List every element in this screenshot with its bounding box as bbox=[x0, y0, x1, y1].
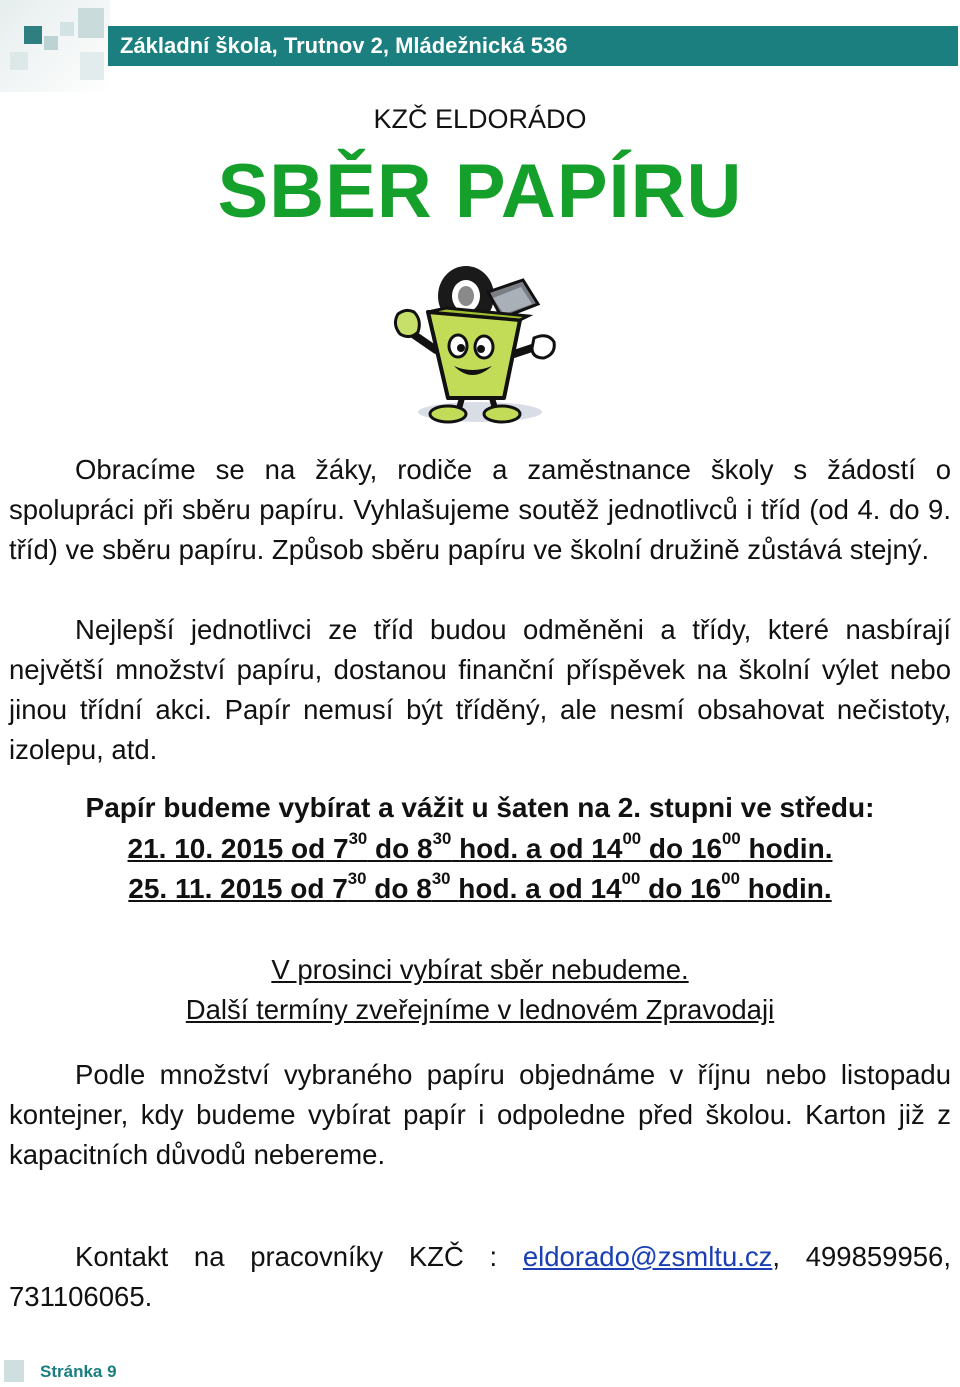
contact-prefix: Kontakt na pracovníky KZČ : bbox=[75, 1241, 498, 1272]
to-minutes: 30 bbox=[432, 829, 452, 849]
schedule-date-row bbox=[0, 869, 960, 905]
schedule-heading: Papír budeme vybírat a vážit u šaten na 2. stupni ve středu: bbox=[85, 792, 875, 823]
from2-hour: 14 bbox=[590, 873, 622, 904]
from-hour: 7 bbox=[332, 873, 348, 904]
organizer-label: KZČ ELDORÁDO bbox=[373, 104, 587, 134]
to2-hour: 16 bbox=[690, 833, 723, 864]
rewards-paragraph: Nejlepší jednotlivci ze tříd budou odměněni a třídy, které nasbírají největší množství papíru, dostanou finanční příspěvek na školní výlet nebo jinou třídní akci. Papír nemusí být tříděný, ale nesmí obsahovat nečistoty, izolepu, atd. bbox=[9, 614, 951, 765]
to-hour: 8 bbox=[417, 833, 433, 864]
to2-label: do bbox=[648, 873, 683, 904]
recycling-bin-mascot-illustration bbox=[388, 262, 568, 437]
separator: hod. a od bbox=[459, 833, 584, 864]
from2-minutes: 00 bbox=[621, 869, 641, 889]
school-name: Základní škola, Trutnov 2, Mládežnická 536 bbox=[120, 33, 568, 58]
footer-decoration bbox=[4, 1360, 24, 1382]
to-minutes: 30 bbox=[431, 869, 451, 889]
separator: hod. a od bbox=[458, 873, 583, 904]
from2-minutes: 00 bbox=[622, 829, 642, 849]
to-label: do bbox=[375, 833, 410, 864]
next-dates-notice: Další termíny zveřejníme v lednovém Zpravodaji bbox=[185, 994, 775, 1025]
from-minutes: 30 bbox=[347, 869, 367, 889]
to2-label: do bbox=[648, 833, 684, 864]
end-label: hodin. bbox=[748, 833, 833, 864]
from-label: od bbox=[290, 873, 325, 904]
contact-phones: , 499859956, 731106065. bbox=[9, 1241, 951, 1312]
to2-minutes: 00 bbox=[721, 869, 740, 889]
from-label: od bbox=[291, 833, 326, 864]
email-link[interactable]: eldorado@zsmltu.cz bbox=[522, 1241, 773, 1272]
to-label: do bbox=[374, 873, 409, 904]
to2-hour: 16 bbox=[690, 873, 722, 904]
page-title: SBĚR PAPÍRU bbox=[217, 149, 743, 234]
intro-paragraph: Obracíme se na žáky, rodiče a zaměstnance školy s žádostí o spolupráci při sběru papíru. Vyhlašujeme soutěž jednotlivců i tříd (od 4. do 9. tříd) ve sběru papíru. Způsob sběru papíru ve školní družině zůstává stejný. bbox=[9, 454, 951, 565]
contact-paragraph bbox=[9, 1237, 951, 1317]
from-hour: 7 bbox=[333, 833, 349, 864]
december-notice: V prosinci vybírat sběr nebudeme. bbox=[271, 954, 689, 985]
schedule-date-row bbox=[0, 829, 960, 865]
date: 21. 10. 2015 bbox=[127, 833, 284, 864]
to-hour: 8 bbox=[416, 873, 432, 904]
container-paragraph: Podle množství vybraného papíru objednáme v říjnu nebo listopadu kontejner, kdy budeme vybírat papír i odpoledne před školou. Karton již z kapacitních důvodů nebereme. bbox=[9, 1059, 951, 1170]
page-number: Stránka 9 bbox=[40, 1362, 117, 1381]
end-label: hodin. bbox=[747, 873, 832, 904]
to2-minutes: 00 bbox=[722, 829, 741, 849]
header-decoration bbox=[0, 0, 110, 92]
date: 25. 11. 2015 bbox=[128, 873, 283, 904]
from2-hour: 14 bbox=[591, 833, 623, 864]
from-minutes: 30 bbox=[348, 829, 368, 849]
